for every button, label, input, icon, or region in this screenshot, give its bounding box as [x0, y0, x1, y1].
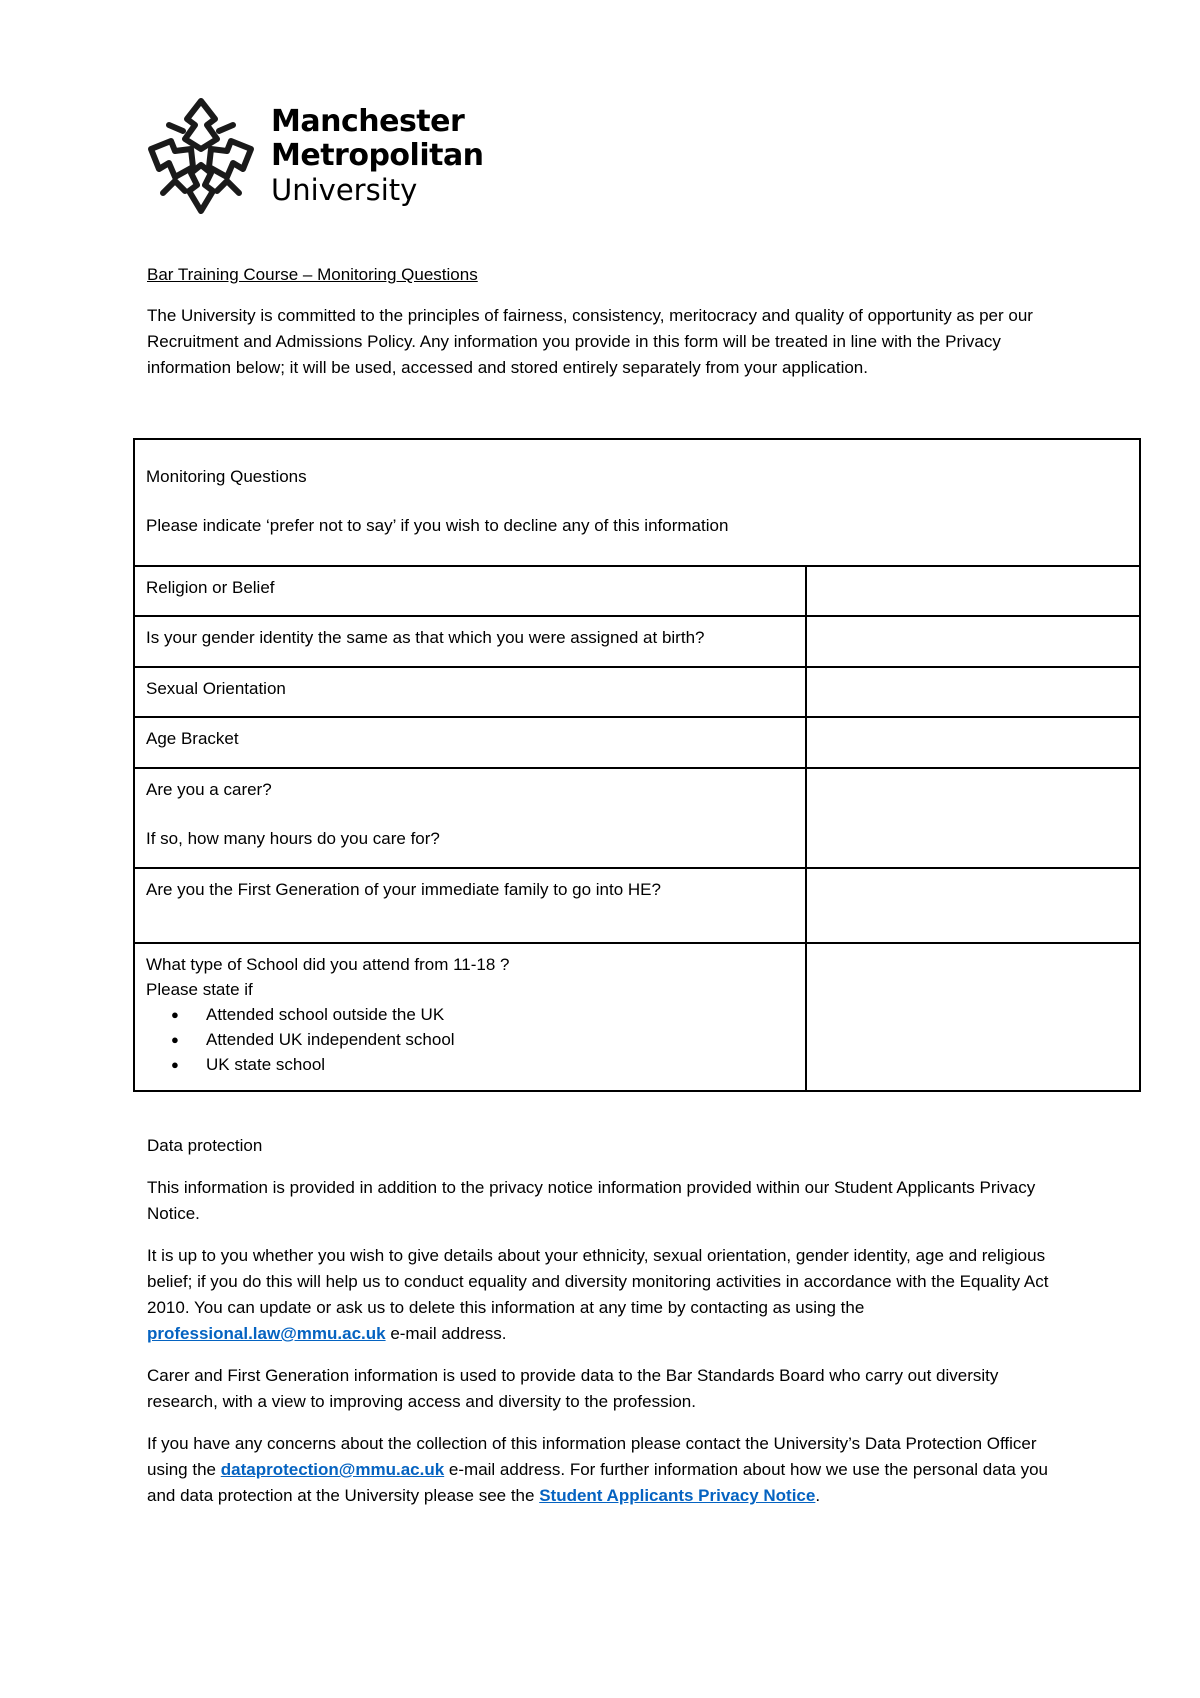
answer-religion[interactable]	[806, 566, 1140, 616]
university-logo	[145, 95, 484, 217]
question-school-cell	[134, 943, 806, 1091]
data-protection-p4	[147, 1431, 1067, 1509]
p4-text-end: .	[815, 1486, 821, 1505]
p4-text: If you have any concerns about the collection of this information please contact the University’s Data Protection Officer using the	[147, 1434, 1037, 1479]
answer-carer[interactable]	[806, 768, 1140, 868]
list-item: ● UK state school	[206, 1052, 794, 1077]
intro-section	[147, 262, 1067, 381]
answer-sexual-orientation[interactable]	[806, 667, 1140, 717]
table-header-title: Monitoring Questions	[146, 467, 307, 486]
monitoring-questions-table	[133, 438, 1141, 1092]
table-row	[134, 566, 1140, 616]
p2-text-end: e-mail address.	[385, 1324, 507, 1343]
mmu-crest-icon	[145, 95, 257, 217]
table-row	[134, 667, 1140, 717]
data-protection-section	[147, 1133, 1067, 1525]
question-carer-hours: If so, how many hours do you care for?	[146, 829, 440, 848]
question-age-bracket: Age Bracket	[134, 717, 806, 768]
answer-age-bracket[interactable]	[806, 717, 1140, 768]
list-item: ● Attended school outside the UK	[206, 1002, 794, 1027]
data-protection-p2	[147, 1243, 1067, 1347]
table-row	[134, 616, 1140, 667]
question-carer: Are you a carer?	[146, 780, 272, 799]
page-title: Bar Training Course – Monitoring Questions	[147, 265, 478, 284]
privacy-notice-link[interactable]: Student Applicants Privacy Notice	[539, 1486, 816, 1505]
table-row	[134, 717, 1140, 768]
question-carer-cell	[134, 768, 806, 868]
p4-text-middle: e-mail address. For further information about how we use the personal data you and data protection at the University please see the	[147, 1460, 1049, 1505]
data-protection-heading: Data protection	[147, 1136, 263, 1155]
dataprotection-email-link[interactable]: dataprotection@mmu.ac.uk	[220, 1460, 445, 1479]
question-sexual-orientation: Sexual Orientation	[134, 667, 806, 717]
table-header-cell	[134, 439, 1140, 566]
school-options-list	[146, 1002, 794, 1077]
data-protection-p1: This information is provided in addition to the privacy notice information provided within our Student Applicants Privacy Notice.	[147, 1178, 1036, 1223]
question-school-prompt: Please state if	[146, 980, 253, 999]
question-first-generation: Are you the First Generation of your immediate family to go into HE?	[134, 868, 806, 943]
table-row	[134, 768, 1140, 868]
answer-school[interactable]	[806, 943, 1140, 1091]
data-protection-p3: Carer and First Generation information is used to provide data to the Bar Standards Board who carry out diversity research, with a view to improving access and diversity to the profession.	[147, 1366, 999, 1411]
question-religion: Religion or Belief	[134, 566, 806, 616]
table-row	[134, 943, 1140, 1091]
logo-line-manchester: Manchester	[271, 104, 465, 139]
intro-paragraph: The University is committed to the principles of fairness, consistency, meritocracy and quality of opportunity as per our Recruitment and Admissions Policy. Any information you provide in this form will be treated in line with the Privacy information below; it will be used, accessed and stored entirely separately from your application.	[147, 306, 1033, 377]
logo-line-university: University	[271, 173, 418, 207]
answer-gender-identity[interactable]	[806, 616, 1140, 667]
table-row	[134, 868, 1140, 943]
list-item: ● Attended UK independent school	[206, 1027, 794, 1052]
question-school: What type of School did you attend from 11-18 ?	[146, 955, 510, 974]
table-header-note: Please indicate ‘prefer not to say’ if you wish to decline any of this information	[146, 516, 729, 535]
logo-line-metropolitan: Metropolitan	[271, 138, 484, 173]
question-gender-identity: Is your gender identity the same as that which you were assigned at birth?	[134, 616, 806, 667]
professional-law-email-link[interactable]: professional.law@mmu.ac.uk	[147, 1324, 386, 1343]
answer-first-generation[interactable]	[806, 868, 1140, 943]
p2-text: It is up to you whether you wish to give details about your ethnicity, sexual orientation, gender identity, age and religious belief; if you do this will help us to conduct equality and diversity monitoring activities in accordance with the Equality Act 2010. You can update or ask us to delete this information at any time by contacting as using the	[147, 1246, 1049, 1317]
